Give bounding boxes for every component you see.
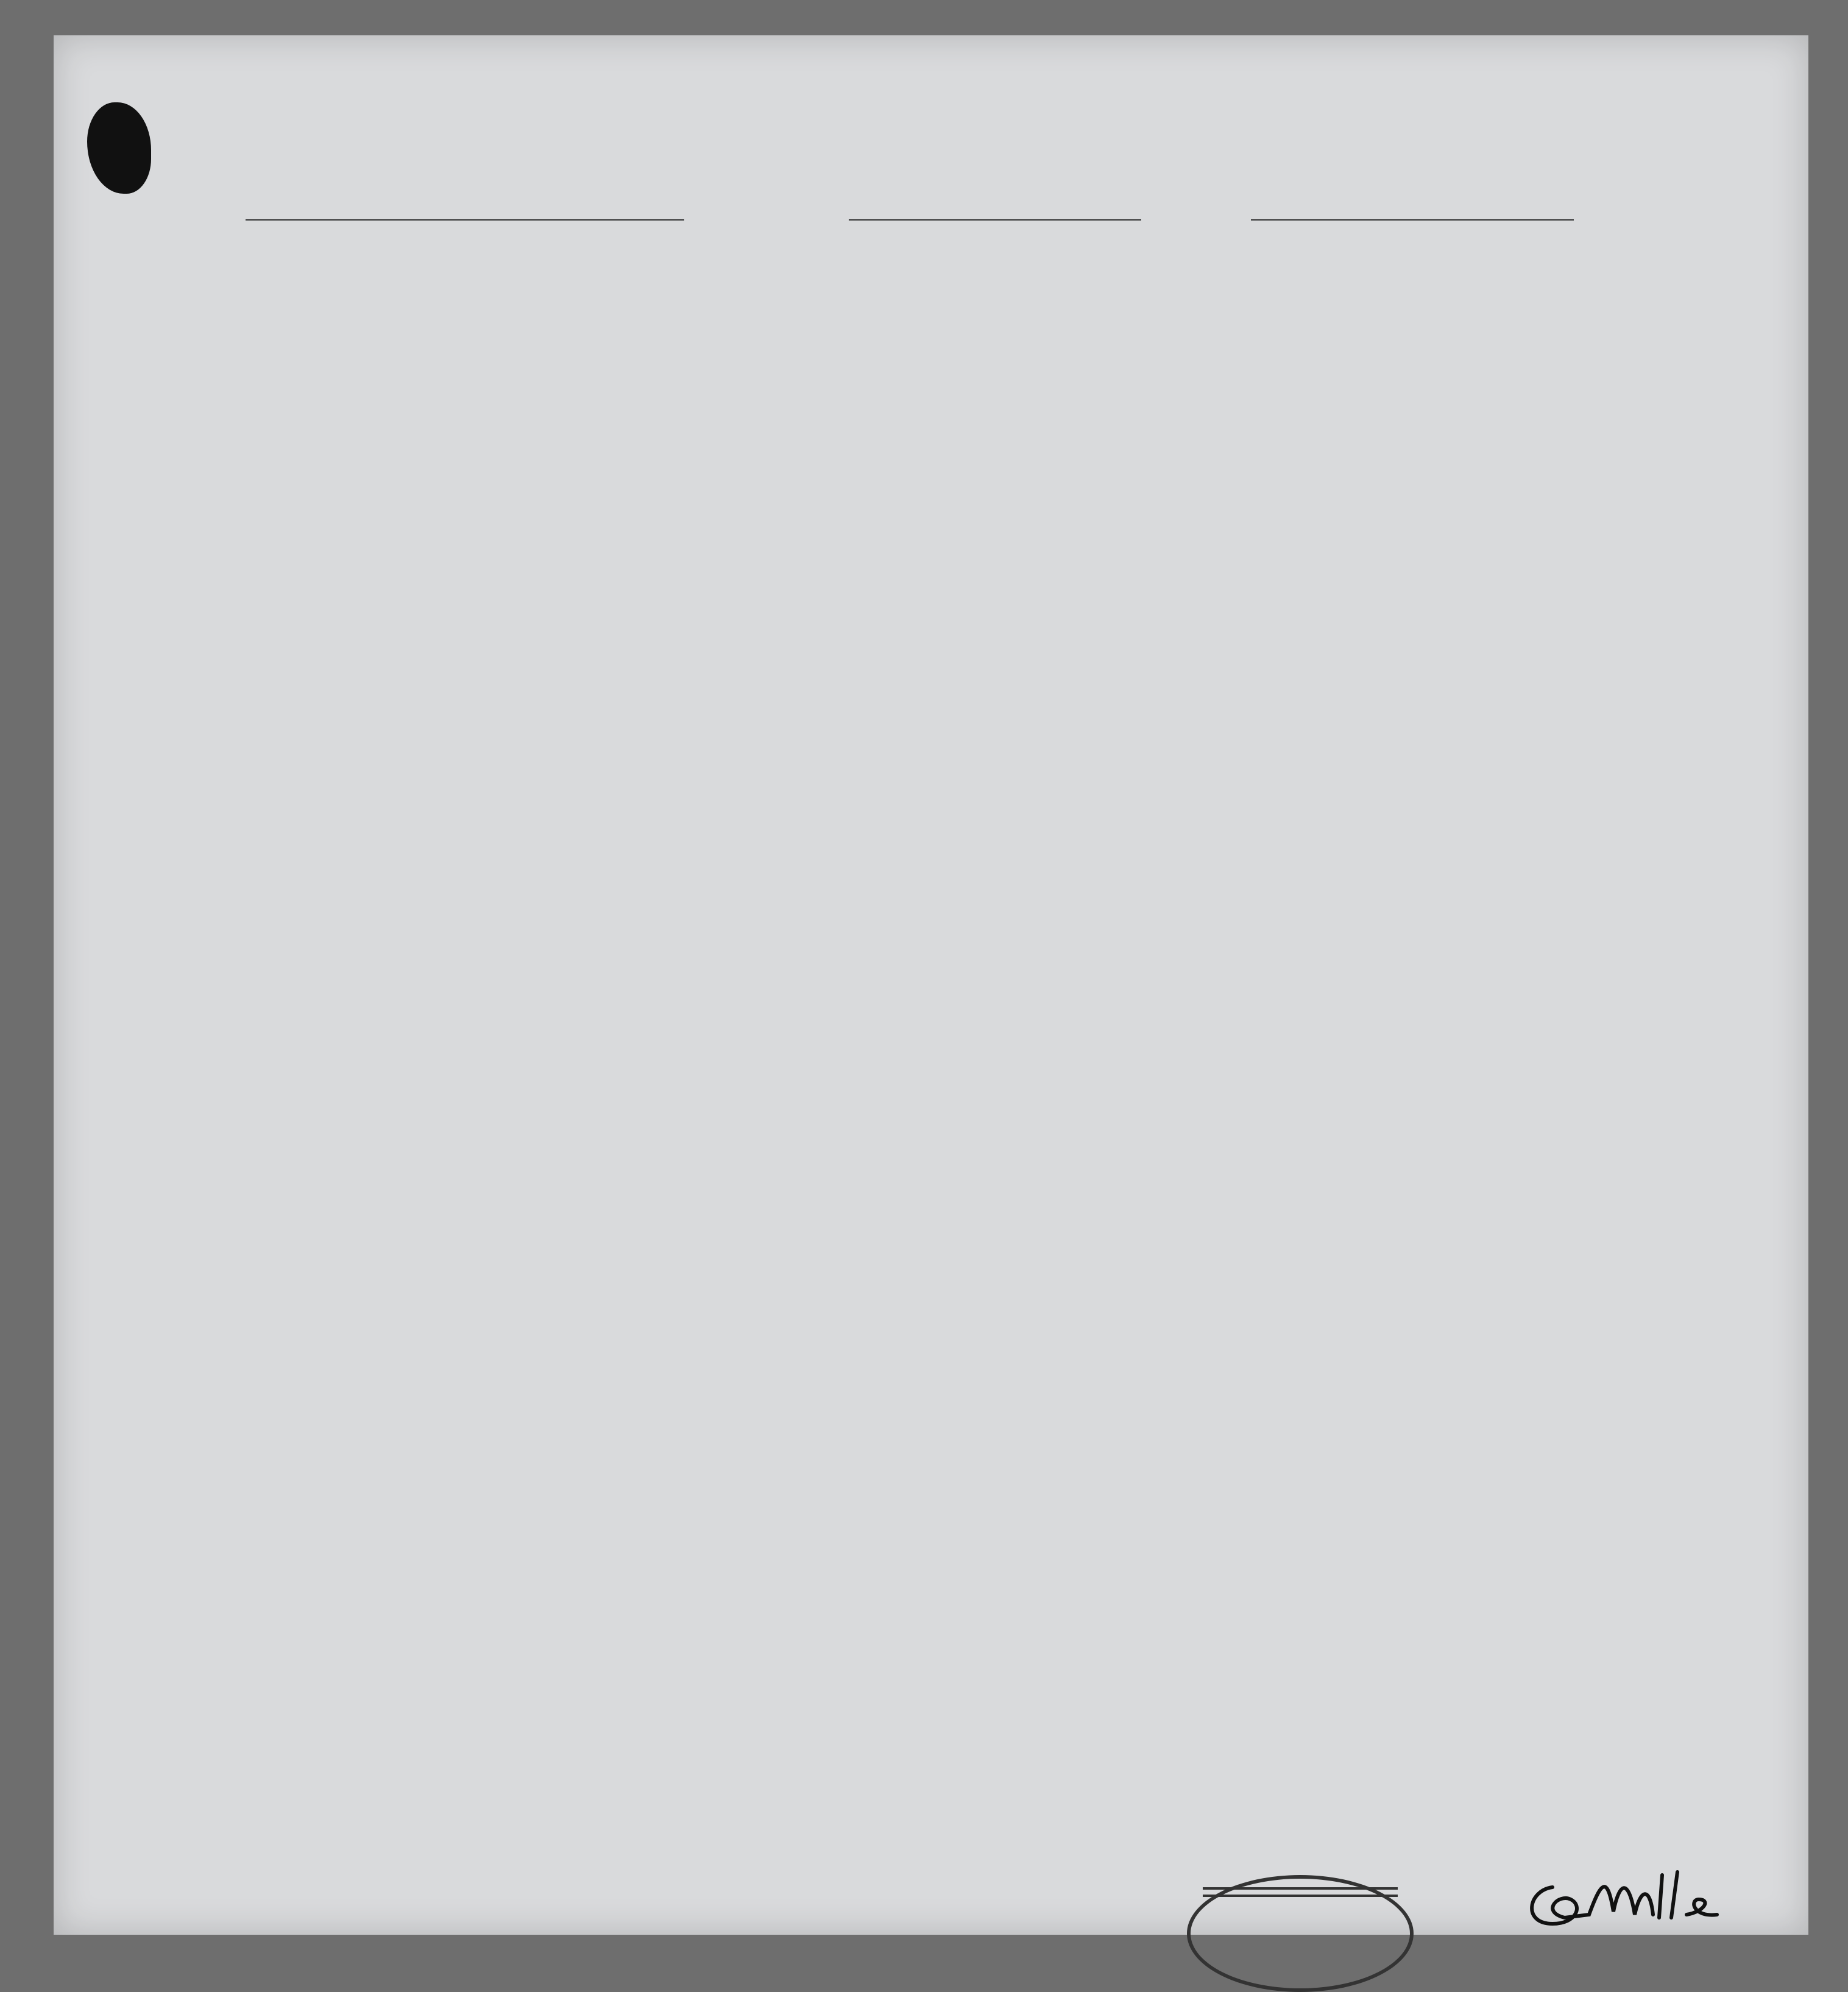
manifest-sheet bbox=[54, 35, 1808, 1935]
officer-signature bbox=[1516, 1863, 1772, 1936]
sheet-number bbox=[1601, 133, 1605, 160]
vessel-line bbox=[179, 199, 1802, 229]
mercantile-marine-stamp bbox=[1187, 1875, 1414, 1992]
ink-blot bbox=[87, 102, 151, 194]
